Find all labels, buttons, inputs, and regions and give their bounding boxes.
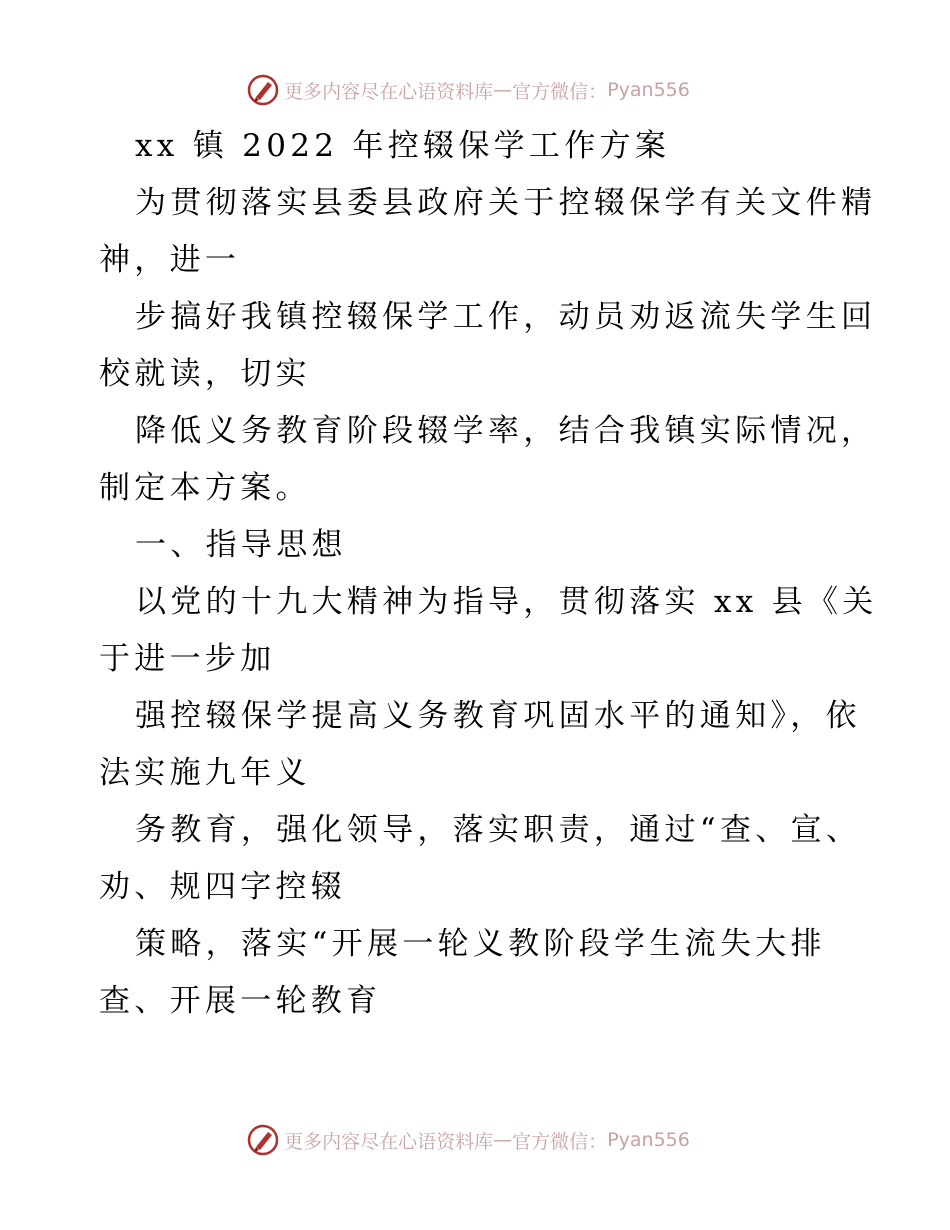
- pen-logo-icon: [246, 73, 280, 107]
- text-line: 查、开展一轮教育: [99, 983, 382, 1019]
- text-line: 以党的十九大精神为指导，贯彻落实 xx 县《关: [135, 584, 878, 620]
- text-line: 策略，落实“开展一轮义教阶段学生流失大排: [135, 926, 826, 962]
- watermark-text: 更多内容尽在心语资料库: [284, 1130, 494, 1153]
- text-line: 制定本方案。: [99, 470, 311, 506]
- watermark-text: 更多内容尽在心语资料库: [284, 80, 494, 103]
- footer-watermark: [0, 1120, 950, 1160]
- document-title: xx 镇 2022 年控辍保学工作方案: [135, 128, 671, 164]
- text-line: 神，进一: [99, 242, 241, 278]
- watermark-separator: —: [493, 79, 513, 101]
- watermark-id: Pyan556: [607, 79, 690, 101]
- text-line: 法实施九年义: [99, 755, 311, 791]
- text-line: 务教育，强化领导，落实职责，通过“查、宣、: [135, 812, 862, 848]
- text-line: 于进一步加: [99, 641, 276, 677]
- text-line: 强控辍保学提高义务教育巩固水平的通知》，依: [135, 698, 861, 734]
- text-line: 为贯彻落实县委县政府关于控辍保学有关文件精: [135, 185, 877, 221]
- text-line: 步搞好我镇控辍保学工作，动员劝返流失学生回: [135, 299, 877, 335]
- watermark-separator: —: [493, 1129, 513, 1151]
- watermark-contact: 官方微信：: [512, 80, 608, 103]
- pen-logo-icon: [246, 1123, 280, 1157]
- document-body: [99, 118, 878, 1030]
- watermark-id: Pyan556: [607, 1129, 690, 1151]
- text-line: 校就读，切实: [99, 356, 311, 392]
- text-line: 降低义务教育阶段辍学率，结合我镇实际情况，: [135, 413, 877, 449]
- section-heading: 一、指导思想: [135, 527, 347, 563]
- header-watermark: [0, 70, 950, 110]
- text-line: 劝、规四字控辍: [99, 869, 347, 905]
- watermark-contact: 官方微信：: [512, 1130, 608, 1153]
